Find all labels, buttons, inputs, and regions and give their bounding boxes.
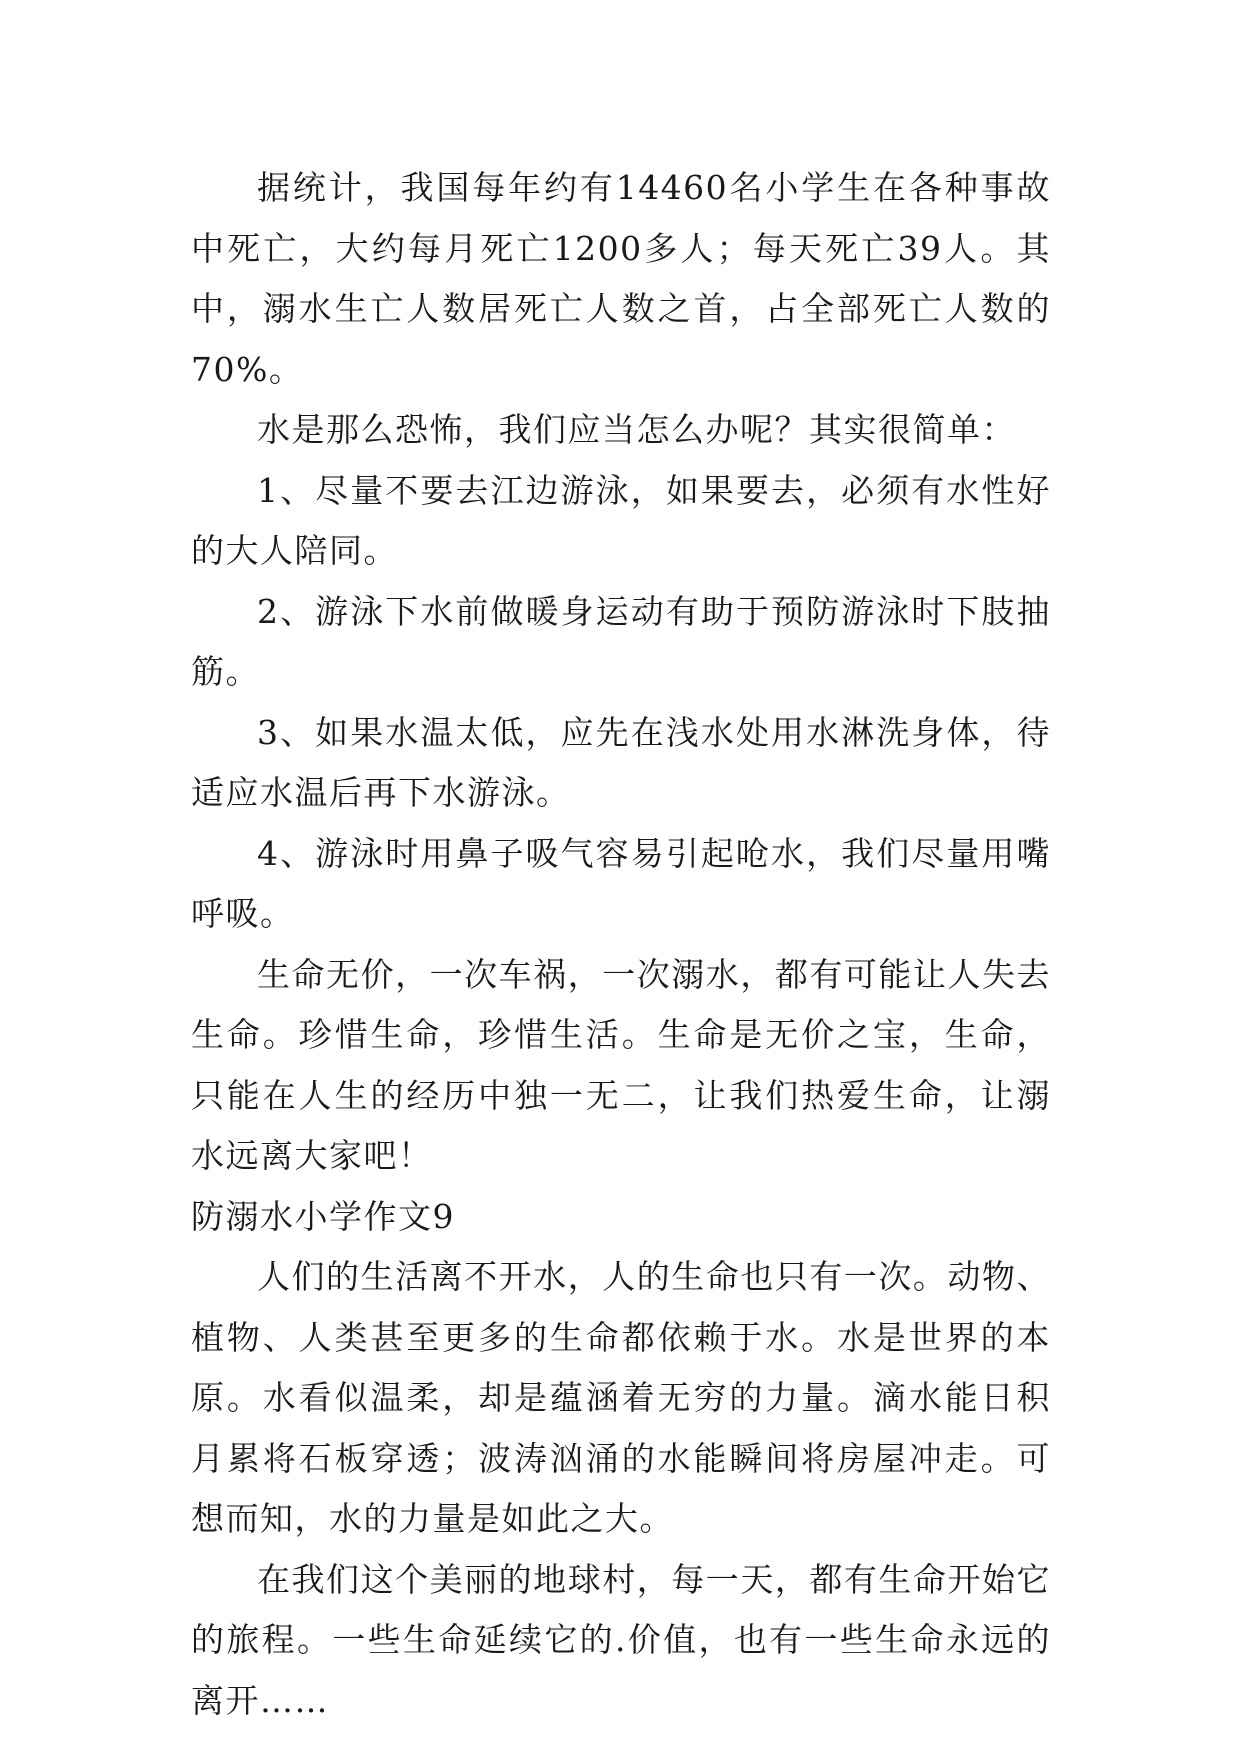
section-title: 防溺水小学作文9 [191,1196,455,1236]
document-body [191,158,1051,1731]
paragraph-tip-2: 2、游泳下水前做暖身运动有助于预防游泳时下肢抽筋。 [191,591,1051,691]
paragraph-conclusion: 生命无价，一次车祸，一次溺水，都有可能让人失去生命。珍惜生命，珍惜生活。生命是无价之宝，生命，只能在人生的经历中独一无二，让我们热爱生命，让溺水远离大家吧！ [191,954,1051,1175]
paragraph-question: 水是那么恐怖，我们应当怎么办呢？其实很简单： [257,410,1016,449]
paragraph-earth-village: 在我们这个美丽的地球村，每一天，都有生命开始它的旅程。一些生命延续它的.价值，也有一些生命永远的离开…… [191,1559,1051,1720]
paragraph-water-power: 人们的生活离不开水，人的生命也只有一次。动物、植物、人类甚至更多的生命都依赖于水。水是世界的本原。水看似温柔，却是蕴涵着无穷的力量。滴水能日积月累将石板穿透；波涛汹涌的水能瞬间将房屋冲走。可想而知，水的力量是如此之大。 [191,1257,1051,1538]
paragraph-statistics: 据统计，我国每年约有14460名小学生在各种事故中死亡，大约每月死亡1200多人；每天死亡39人。其中，溺水生亡人数居死亡人数之首，占全部死亡人数的70%。 [191,168,1051,389]
paragraph-tip-4: 4、游泳时用鼻子吸气容易引起呛水，我们尽量用嘴呼吸。 [191,833,1051,933]
paragraph-tip-3: 3、如果水温太低，应先在浅水处用水淋洗身体，待适应水温后再下水游泳。 [191,712,1051,812]
paragraph-tip-1: 1、尽量不要去江边游泳，如果要去，必须有水性好的大人陪同。 [191,470,1051,570]
